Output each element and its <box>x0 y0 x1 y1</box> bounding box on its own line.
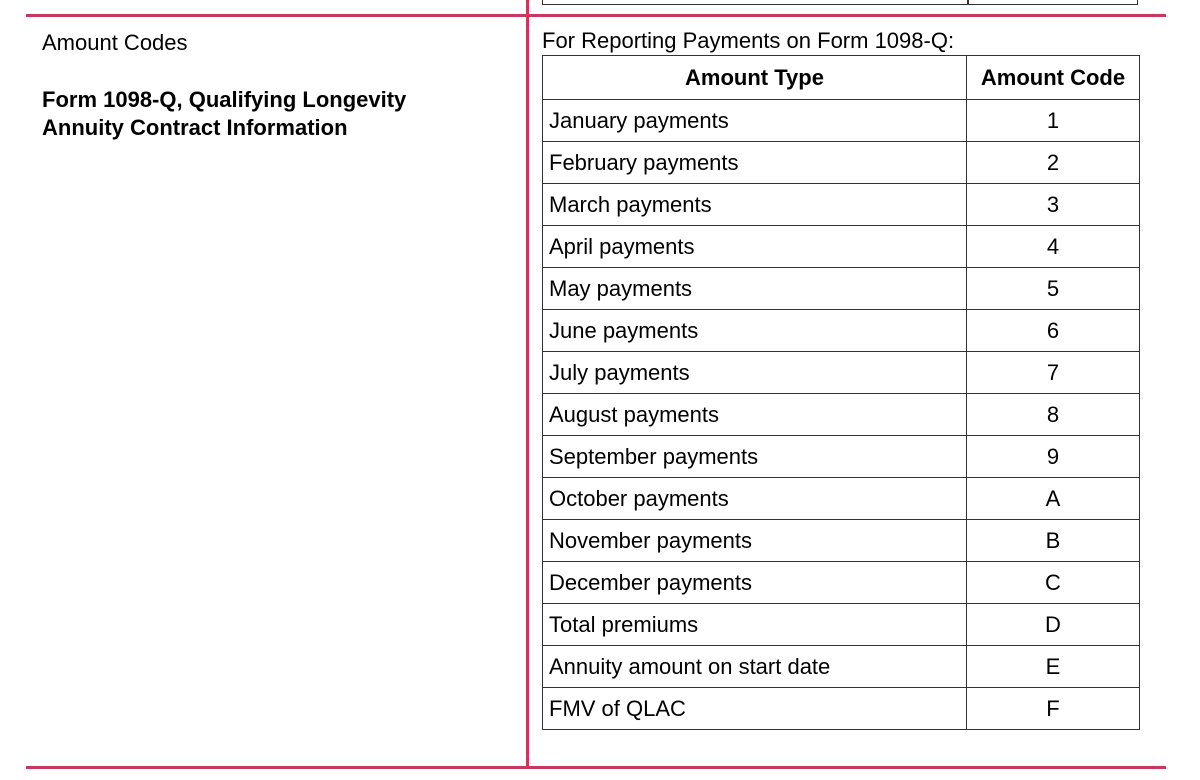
amount-code-cell: 8 <box>967 394 1140 436</box>
amount-code-cell: 6 <box>967 310 1140 352</box>
amount-type-cell: Total premiums <box>543 604 967 646</box>
amount-type-cell: December payments <box>543 562 967 604</box>
top-rule <box>26 14 1166 17</box>
table-row <box>543 562 1140 604</box>
bottom-rule <box>26 766 1166 769</box>
amount-code-cell: E <box>967 646 1140 688</box>
amount-type-cell: Annuity amount on start date <box>543 646 967 688</box>
amount-type-cell: September payments <box>543 436 967 478</box>
amount-code-cell: C <box>967 562 1140 604</box>
amount-type-cell: August payments <box>543 394 967 436</box>
table-row <box>543 352 1140 394</box>
amount-type-cell: May payments <box>543 268 967 310</box>
previous-table-divider <box>967 0 969 4</box>
amount-code-cell: 9 <box>967 436 1140 478</box>
table-row <box>543 604 1140 646</box>
amount-type-cell: June payments <box>543 310 967 352</box>
table-row <box>543 226 1140 268</box>
amount-code-cell: 4 <box>967 226 1140 268</box>
table-row <box>543 478 1140 520</box>
table-row <box>543 268 1140 310</box>
amount-type-cell: April payments <box>543 226 967 268</box>
table-row <box>543 520 1140 562</box>
form-title: Form 1098-Q, Qualifying Longevity Annuity Contract Information <box>42 87 407 140</box>
table-row <box>543 184 1140 226</box>
amount-type-cell: January payments <box>543 100 967 142</box>
amount-type-cell: FMV of QLAC <box>543 688 967 730</box>
amount-code-cell: 7 <box>967 352 1140 394</box>
table-row <box>543 688 1140 730</box>
left-column <box>42 30 512 142</box>
section-label: Amount Codes <box>42 30 188 55</box>
right-column <box>542 28 1140 730</box>
table-row <box>543 394 1140 436</box>
header-amount-type: Amount Type <box>543 56 967 100</box>
amount-code-cell: 5 <box>967 268 1140 310</box>
amount-code-cell: D <box>967 604 1140 646</box>
amount-type-cell: February payments <box>543 142 967 184</box>
table-header-row <box>543 56 1140 100</box>
amount-code-cell: 1 <box>967 100 1140 142</box>
column-divider-rule <box>526 0 529 768</box>
table-row <box>543 100 1140 142</box>
amount-code-cell: B <box>967 520 1140 562</box>
amount-type-cell: March payments <box>543 184 967 226</box>
amount-code-cell: F <box>967 688 1140 730</box>
table-caption: For Reporting Payments on Form 1098-Q: <box>542 28 955 53</box>
previous-table-bottom <box>542 0 1138 5</box>
amount-type-cell: July payments <box>543 352 967 394</box>
amount-code-cell: A <box>967 478 1140 520</box>
header-amount-code: Amount Code <box>967 56 1140 100</box>
amount-type-cell: October payments <box>543 478 967 520</box>
table-row <box>543 436 1140 478</box>
amount-codes-table <box>542 55 1140 730</box>
amount-code-cell: 2 <box>967 142 1140 184</box>
amount-type-cell: November payments <box>543 520 967 562</box>
table-row <box>543 142 1140 184</box>
amount-code-cell: 3 <box>967 184 1140 226</box>
table-row <box>543 646 1140 688</box>
table-row <box>543 310 1140 352</box>
